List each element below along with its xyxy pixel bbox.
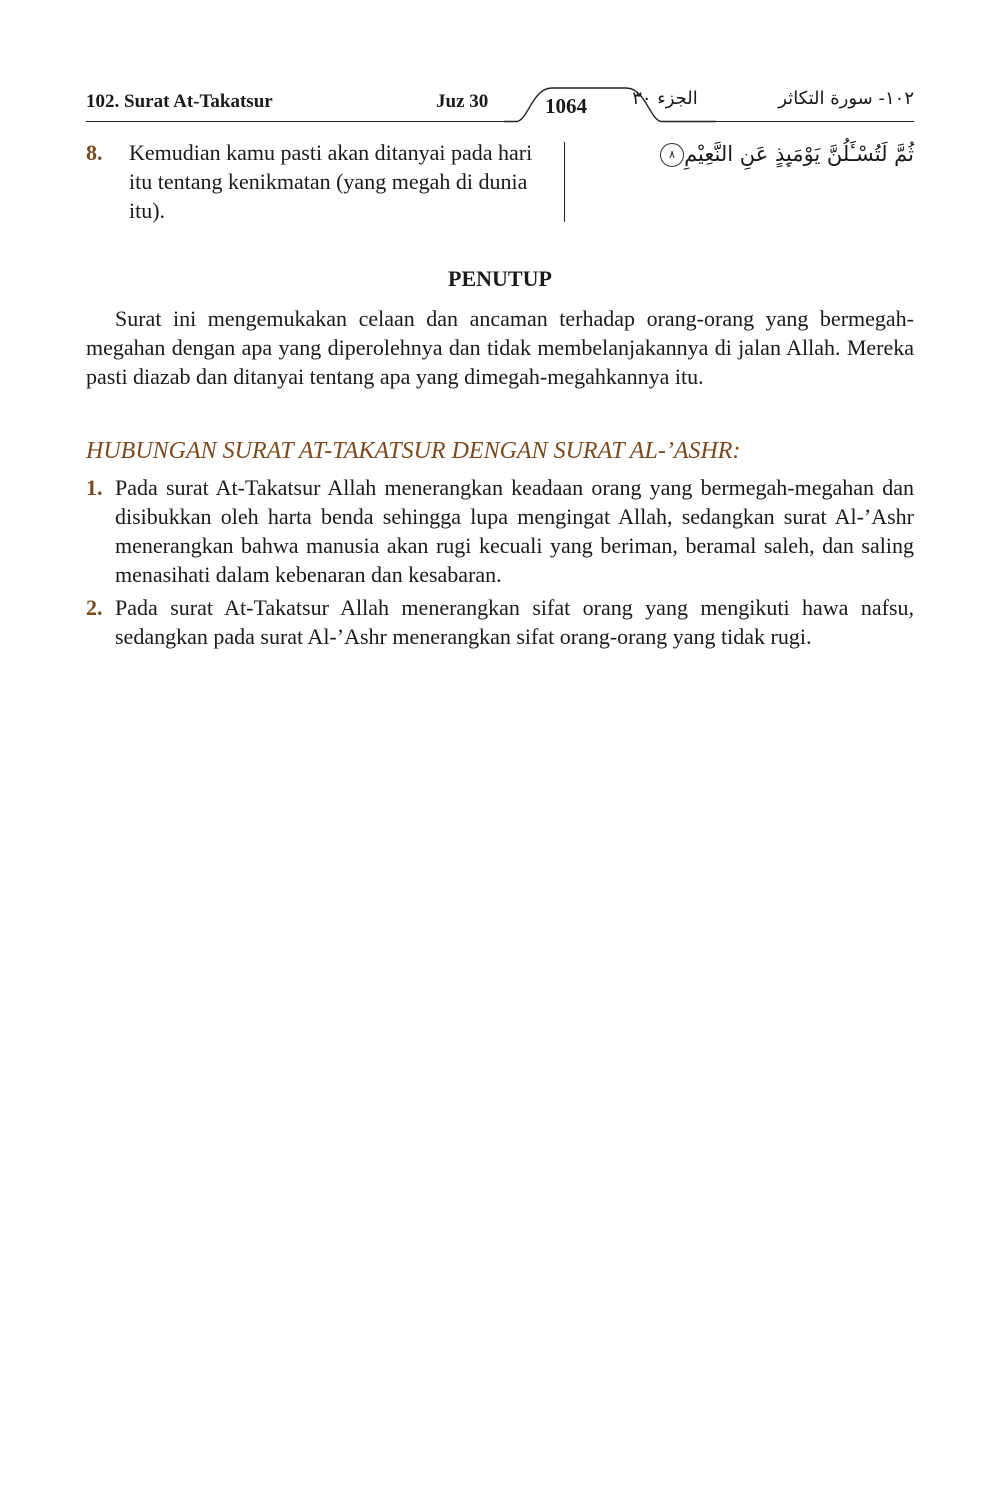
list-item-number: 1. xyxy=(86,475,103,500)
list-item-number: 2. xyxy=(86,595,103,620)
header-rule-right xyxy=(704,121,914,122)
header-juz: Juz 30 xyxy=(436,91,489,112)
verse-number: 8. xyxy=(86,140,103,165)
list-item-text: Pada surat At-Takatsur Allah menerangkan keadaan orang yang bermegah-megahan dan disibukkan oleh harta benda sehingga lupa mengingat Allah, sedangkan surat Al-’Ashr menerangkan bahwa manusia akan rugi kecuali yang beriman, beramal saleh, dan saling menasihati dalam kebenaran dan kesabaran. xyxy=(115,475,914,587)
relation-heading: HUBUNGAN SURAT AT-TAKATSUR DENGAN SURAT AL-’ASHR: xyxy=(86,438,741,464)
header-juz-arabic: الجزء ٣٠ xyxy=(632,88,698,109)
section-title: PENUTUP xyxy=(448,266,552,291)
header-surah-arabic: ١٠٢- سورة التكاثر xyxy=(778,88,914,109)
verse-translation: Kemudian kamu pasti akan ditanyai pada hari itu tentang kenikmatan (yang megah di dunia itu). xyxy=(129,140,533,223)
page-number: 1064 xyxy=(545,94,587,118)
ayah-end-marker: ٨ xyxy=(660,143,684,167)
list-item xyxy=(86,593,914,651)
header-rule-left xyxy=(86,121,516,122)
running-header xyxy=(86,84,914,124)
list-item xyxy=(86,473,914,589)
verse-divider xyxy=(564,142,565,222)
arabic-verse: ثُمَّ لَتُسْـَٔلُنَّ يَوْمَىِٕذٍ عَنِ النَّعِيْمِ xyxy=(684,142,914,166)
relation-list xyxy=(86,473,914,651)
closing-paragraph: Surat ini mengemukakan celaan dan ancaman terhadap orang-orang yang bermegah-megahan dengan apa yang diperolehnya dan tidak membelanjakannya di jalan Allah. Mereka pasti diazab dan ditanyai tentang apa yang dimegah-megahkannya itu. xyxy=(86,306,914,389)
verse-arabic-text xyxy=(594,138,914,170)
list-item-text: Pada surat At-Takatsur Allah menerangkan sifat orang yang mengikuti hawa nafsu, sedangkan pada surat Al-’Ashr menerangkan sifat orang-orang yang tidak rugi. xyxy=(115,595,914,649)
header-surah-title: 102. Surat At-Takatsur xyxy=(86,91,273,112)
verse-block xyxy=(86,138,914,228)
